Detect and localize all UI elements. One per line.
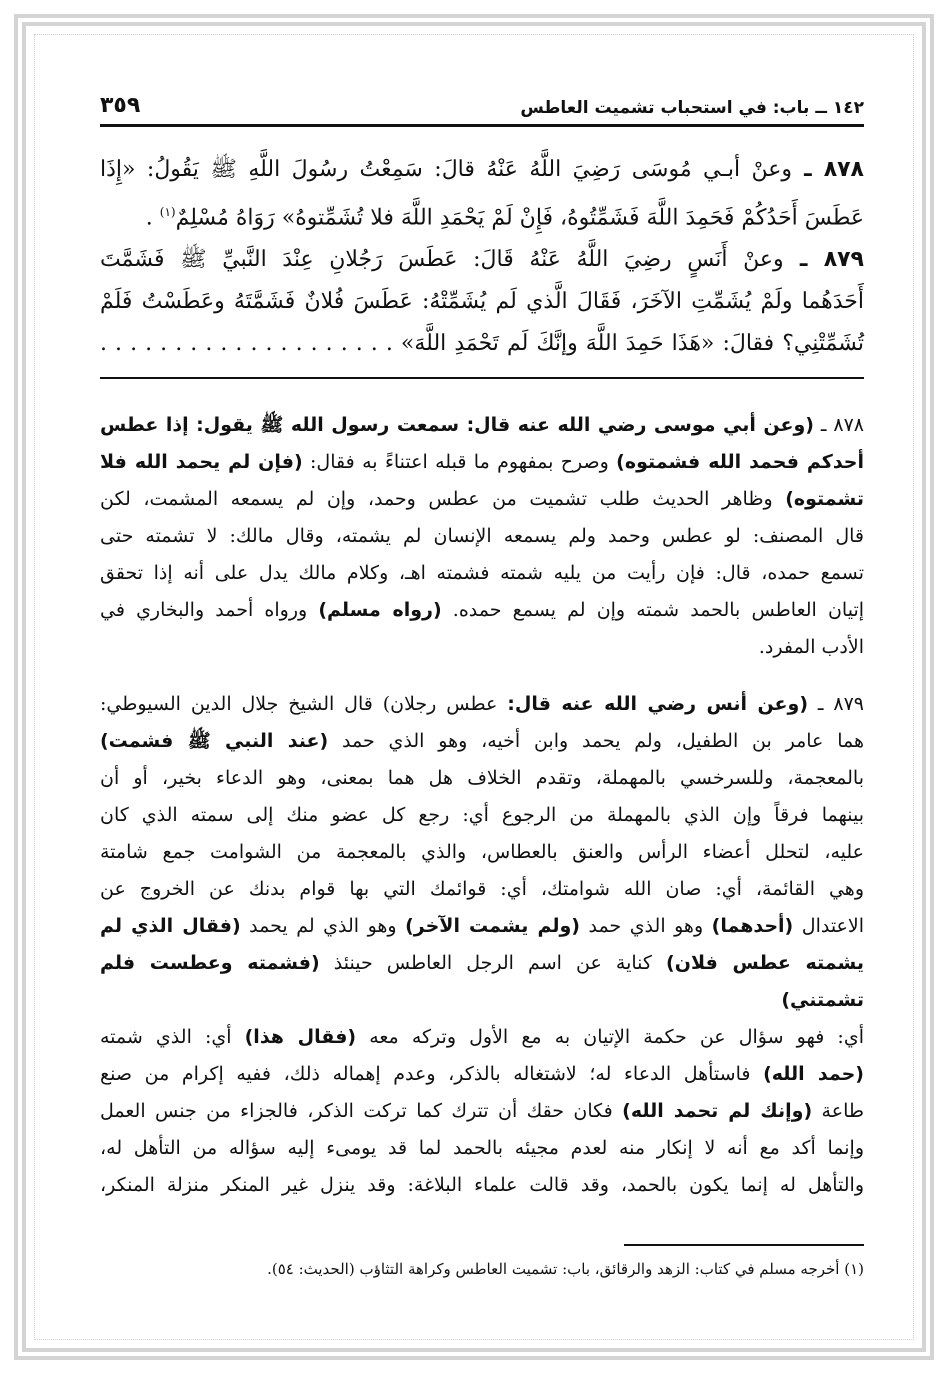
chapter-title: ١٤٢ ــ باب: في استحباب تشميت العاطس — [520, 98, 864, 118]
text-segment: وهو الذي حمد — [579, 915, 712, 938]
commentary-879 — [100, 686, 864, 1204]
text-line — [100, 555, 864, 592]
running-header — [100, 84, 864, 118]
text-segment: طاعة — [812, 1100, 864, 1123]
text-line — [100, 834, 864, 871]
text-line — [100, 1019, 864, 1056]
bold-text-segment: ٨٧٨ ـ — [792, 157, 864, 182]
bold-text-segment: تشمتوه) — [785, 488, 864, 511]
text-segment: أَحَدَهُما ولَمْ يُشَمِّتِ الآخَرَ، فَقَالَ الَّذي لَم يُشَمِّتْهُ: عَطَسَ فُلانٌ فَشَمَّتَهُ وعَطَسْتُ فَلَمْ — [100, 289, 864, 315]
text-segment: إتيان العاطس بالحمد شمته وإن لم يسمع حمده. — [441, 599, 865, 622]
bold-text-segment: (وإنك لم تحمد الله) — [622, 1100, 813, 1123]
text-line — [100, 518, 864, 555]
text-segment: وإنما أكد مع أنه لا إنكار منه لعدم مجيئه بالحمد لما قد يومىء إليه سؤاله من التأهل له، — [100, 1137, 864, 1160]
text-segment: فاستأهل الدعاء له؛ لاشتغاله بالذكر، وعدم إهماله ذلك، ففيه إكرام من صنع — [100, 1063, 764, 1086]
bold-text-segment: (فشمته وعطست فلم تشمتني) — [100, 952, 864, 1012]
text-line — [100, 686, 864, 723]
text-segment: ورواه أحمد والبخاري في — [100, 599, 319, 622]
text-segment: . . . . . . . . . . . . . . . . . . . . — [100, 331, 393, 357]
text-commentary-separator — [100, 377, 864, 379]
text-segment: فكان حقك أن تترك كما تركت الذكر، فالجزاء من جنس العمل — [100, 1100, 623, 1123]
text-line — [100, 281, 864, 323]
bold-text-segment: (وعن أبي موسى رضي الله عنه قال: سمعت رسول الله ﷺ يقول: إذا عطس — [100, 414, 814, 437]
bold-text-segment: (حمد الله) — [763, 1063, 864, 1086]
bold-text-segment: (وعن أنس رضي الله عنه قال: — [507, 693, 809, 716]
bold-text-segment: (فقال الذي لم — [100, 915, 241, 938]
text-segment: عَطَسَ أَحَدُكُمْ فَحَمِدَ اللَّهَ فَشَمِّتُوهُ، فَإِنْ لَمْ يَحْمَدِ اللَّهَ فلا تُشَمِّتوهُ» رَوَاهُ مُسْلِمٌ — [175, 205, 864, 231]
text-segment: تسمع حمده، قال: فإن رأيت من يليه شمته فشمته اهـ، وكلام مالك يدل على أنه إذا تحقق — [100, 562, 864, 585]
text-segment: الأدب المفرد. — [758, 636, 864, 659]
hadith-text — [100, 149, 864, 365]
text-segment: عليه، لتحلل أعضاء الرأس والعنق بالعطاس، والذي بالمعجمة من الشوامت جمع شامتة — [100, 841, 864, 864]
text-line — [100, 797, 864, 834]
text-line — [100, 239, 864, 281]
text-line — [100, 908, 864, 945]
text-segment: الاعتدال — [793, 915, 865, 938]
text-line — [100, 407, 864, 444]
text-segment: وعنْ أَنَسٍ رضِيَ اللَّهُ عَنْهُ قَالَ: عَطَسَ رَجُلانِ عِنْدَ النَّبيِّ ﷺ فَشَمَّتَ — [100, 247, 784, 273]
commentary-878 — [100, 407, 864, 666]
bold-text-segment: (رواه مسلم) — [318, 599, 442, 622]
text-line — [100, 149, 864, 191]
text-segment: وهي القائمة، أي: صان الله شوامتك، أي: قوائمك التي بها قوام بدنك عن الخروج عن — [100, 878, 864, 901]
text-line — [100, 323, 864, 365]
text-line — [100, 1167, 864, 1204]
text-line — [100, 723, 864, 760]
text-segment: . — [145, 205, 160, 231]
bold-text-segment: ٨٧٩ ـ — [783, 247, 864, 273]
text-line — [100, 871, 864, 908]
text-line — [100, 1056, 864, 1093]
text-segment: أي: الذي شمته — [100, 1026, 245, 1049]
text-segment: (١) أخرجه مسلم في كتاب: الزهد والرقائق، باب: تشميت العاطس وكراهة التثاؤب (الحديث: ٥٤). — [267, 1260, 864, 1279]
bold-text-segment: أحدكم فحمد الله فشمتوه) — [616, 451, 865, 474]
text-line — [100, 592, 864, 629]
text-segment: ٨٧٨ ـ — [813, 414, 864, 437]
text-segment: بينهما فرقاً وإن الذي بالمهملة من الرجوع أي: رجع كل عضو منك إلى سمته الذي كان — [100, 804, 864, 827]
bold-text-segment: (أحدهما) — [711, 915, 794, 938]
text-segment: والتأهل له إنما يكون بالحمد، وقد قالت علماء البلاغة: وقد ينزل غير المنكر منزلة المنكر، — [100, 1174, 864, 1197]
text-line — [100, 760, 864, 797]
bold-text-segment: (فإن لم يحمد الله فلا — [100, 451, 303, 474]
bold-text-segment: (فقال هذا) — [244, 1026, 357, 1049]
text-line — [100, 1093, 864, 1130]
text-segment: قال المصنف: لو عطس وحمد ولم يسمعه الإنسان لم يشمته، وقال مالك: لا تشمته حتى — [100, 525, 864, 548]
text-segment: وهو الذي لم يحمد — [240, 915, 406, 938]
text-segment: وظاهر الحديث طلب تشميت من عطس وحمد، وإن لم يسمعه المشمت، لكن — [100, 488, 786, 511]
page-number: ٣٥٩ — [100, 93, 141, 118]
text-line — [100, 629, 864, 666]
text-line — [100, 444, 864, 481]
text-segment: وعنْ أبـي مُوسَى رَضِيَ اللَّهُ عَنْهُ قالَ: سَمِعْتُ رسُولَ اللَّهِ ﷺ يَقُولُ: «إِذَا — [100, 157, 792, 182]
footnote-rule — [624, 1244, 864, 1246]
bold-text-segment: يشمته عطس فلان) — [666, 952, 864, 975]
text-segment: أي: فهو سؤال عن حكمة الإتيان به مع الأول وتركه معه — [356, 1026, 864, 1049]
footnotes — [100, 1256, 864, 1282]
text-line — [100, 1130, 864, 1167]
footnote-marker: (١) — [159, 205, 176, 219]
text-segment: بالمعجمة، وللسرخسي بالمهملة، وتقدم الخلاف هل هما بمعنى، وهو الدعاء بخير، أو أن — [100, 767, 864, 790]
text-line — [100, 191, 864, 239]
text-line — [100, 945, 864, 1019]
text-segment: ٨٧٩ ـ — [808, 693, 864, 716]
text-segment: تُشَمِّتْنِي؟ فقالَ: «هَذَا حَمِدَ اللَّهَ وإنَّكَ لَم تَحْمَدِ اللَّهَ» — [392, 331, 864, 357]
text-segment: وصرح بمفهوم ما قبله اعتناءً به فقال: — [302, 451, 617, 474]
header-rule — [100, 124, 864, 127]
text-line — [100, 481, 864, 518]
text-segment: هما عامر بن الطفيل، ولم يحمد وابن أخيه، وهو الذي حمد — [328, 730, 864, 753]
text-line — [100, 1256, 864, 1282]
text-segment: كناية عن اسم الرجل العاطس حينئذ — [319, 952, 667, 975]
bold-text-segment: (ولم يشمت الآخر) — [405, 915, 580, 938]
text-segment: عطس رجلان) قال الشيخ جلال الدين السيوطي: — [100, 693, 508, 716]
bold-text-segment: (عند النبي ﷺ فشمت) — [100, 730, 329, 753]
